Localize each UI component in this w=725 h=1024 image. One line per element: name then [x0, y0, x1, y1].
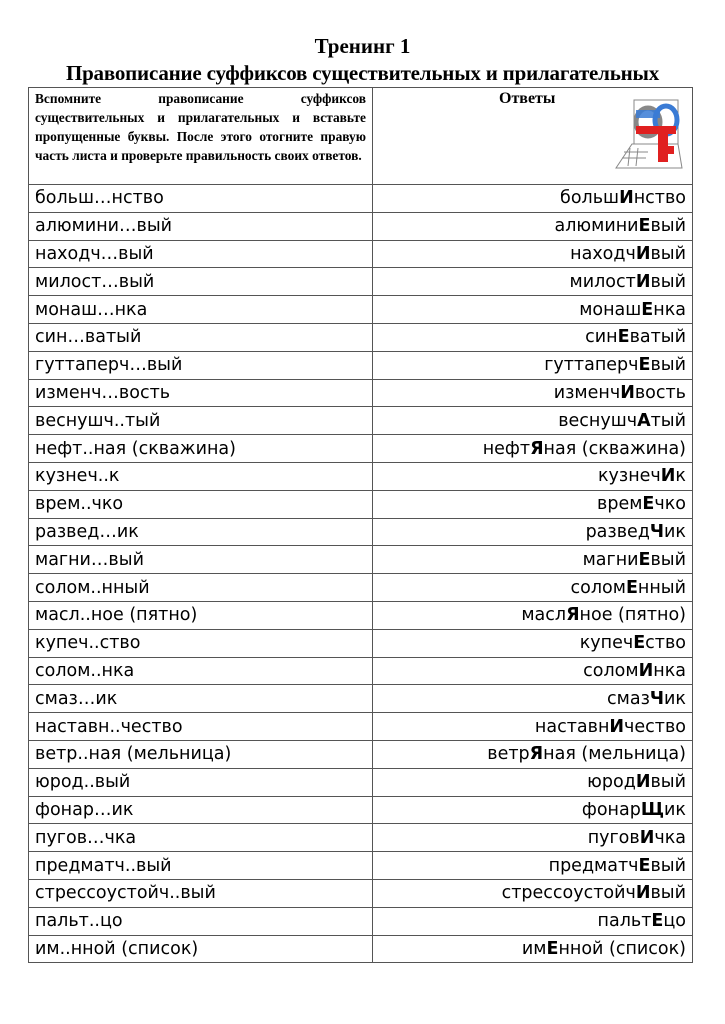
answer-part: син [585, 327, 618, 348]
answer-part: изменч [553, 382, 621, 403]
answer-part: вость [634, 382, 686, 403]
question-cell: им..нной (список) [29, 935, 373, 963]
question-cell: пугов…чка [29, 824, 373, 852]
answer-letter: Я [566, 605, 580, 626]
answer-letter: Е [638, 355, 651, 376]
answer-part: чество [624, 716, 686, 737]
page-title: Тренинг 1 [314, 34, 411, 58]
answer-cell [373, 379, 693, 407]
answer-cell [373, 351, 693, 379]
question-cell: пальт..цо [29, 907, 373, 935]
question-cell: больш…нство [29, 185, 373, 213]
answer-part: ик [664, 688, 686, 709]
answer-part: кузнеч [597, 466, 661, 487]
answer-cell [373, 268, 693, 296]
table-row [29, 351, 693, 379]
question-cell: магни…вый [29, 546, 373, 574]
answer-part: нефт [482, 438, 531, 459]
answer-cell [373, 907, 693, 935]
question-cell: развед…ик [29, 518, 373, 546]
question-cell: веснушч..тый [29, 407, 373, 435]
answer-part: милост [569, 271, 636, 292]
answer-part: ная (мельница) [543, 744, 686, 765]
answer-cell [373, 546, 693, 574]
answer-letter: Ч [649, 688, 665, 709]
answer-cell [373, 240, 693, 268]
exercise-table [28, 87, 693, 963]
answer-cell [373, 629, 693, 657]
answer-part: ватый [629, 327, 686, 348]
answer-part: чка [654, 827, 686, 848]
answer-part: гуттаперч [544, 355, 639, 376]
table-row [29, 518, 693, 546]
answer-letter: И [638, 660, 654, 681]
answer-cell [373, 768, 693, 796]
answer-letter: Ч [649, 521, 665, 542]
answer-letter: Е [617, 327, 630, 348]
answer-letter: И [635, 243, 651, 264]
answer-part: находч [570, 243, 636, 264]
answer-cell [373, 462, 693, 490]
answer-cell [373, 796, 693, 824]
question-cell: син…ватый [29, 323, 373, 351]
answer-letter: И [635, 271, 651, 292]
answer-part: нство [633, 188, 686, 209]
answer-part: больш [560, 188, 620, 209]
answer-letter: Е [651, 911, 664, 932]
answer-cell [373, 518, 693, 546]
table-row [29, 768, 693, 796]
answer-part: нка [653, 660, 686, 681]
table-row [29, 268, 693, 296]
question-cell: находч…вый [29, 240, 373, 268]
answer-part: стрессоустойч [501, 883, 636, 904]
answer-part: алюмини [554, 216, 639, 237]
question-cell: врем..чко [29, 490, 373, 518]
answer-cell [373, 407, 693, 435]
answer-part: ное (пятно) [579, 605, 686, 626]
answer-part: вый [650, 549, 686, 570]
answer-letter: И [635, 772, 651, 793]
answer-part: развед [585, 521, 650, 542]
answer-letter: Е [638, 549, 651, 570]
question-cell: купеч..ство [29, 629, 373, 657]
question-cell: стрессоустойч..вый [29, 879, 373, 907]
answer-letter: Е [546, 938, 559, 959]
question-cell: монаш…нка [29, 296, 373, 324]
answer-part: к [675, 466, 686, 487]
table-row [29, 824, 693, 852]
answer-cell [373, 185, 693, 213]
table-row [29, 185, 693, 213]
answer-part: магни [582, 549, 639, 570]
question-cell: наставн..чество [29, 713, 373, 741]
answer-letter: Щ [640, 799, 665, 820]
table-row [29, 212, 693, 240]
table-row [29, 490, 693, 518]
question-cell: юрод..вый [29, 768, 373, 796]
table-row [29, 713, 693, 741]
answer-letter: И [619, 188, 634, 209]
answers-header-cell [373, 88, 693, 185]
table-row [29, 323, 693, 351]
table-row [29, 546, 693, 574]
answer-letter: Е [642, 494, 655, 515]
table-row [29, 907, 693, 935]
question-cell: нефт..ная (скважина) [29, 435, 373, 463]
answer-letter: Я [530, 438, 544, 459]
answer-cell [373, 601, 693, 629]
instruction-text: Вспомните правописание суффиксов существительных и прилагательных и вставьте пропущенные буквы. После этого отогните правую часть листа и проверьте правильность своих ответов. [29, 88, 373, 185]
question-cell: солом..нный [29, 574, 373, 602]
answer-cell [373, 296, 693, 324]
answer-part: веснушч [558, 410, 638, 431]
answer-part: смаз [607, 688, 650, 709]
answers-header: Ответы [499, 90, 556, 107]
answer-cell [373, 685, 693, 713]
answer-part: врем [597, 494, 643, 515]
answer-cell [373, 574, 693, 602]
page-subtitle: Правописание суффиксов существительных и прилагательных [65, 61, 660, 85]
answer-letter: Е [625, 577, 638, 598]
answer-part: наставн [534, 716, 610, 737]
answer-part: нка [653, 299, 686, 320]
answer-cell [373, 435, 693, 463]
answer-part: пугов [587, 827, 640, 848]
answer-part: вый [650, 271, 686, 292]
answer-part: вый [650, 243, 686, 264]
table-row [29, 379, 693, 407]
answer-cell [373, 713, 693, 741]
answer-letter: И [609, 716, 625, 737]
answer-letter: И [635, 883, 651, 904]
answer-part: вый [650, 216, 686, 237]
answer-part: монаш [579, 299, 642, 320]
question-cell: ветр..ная (мельница) [29, 740, 373, 768]
answer-cell [373, 935, 693, 963]
table-row [29, 629, 693, 657]
table-row [29, 657, 693, 685]
table-row [29, 296, 693, 324]
logo-icon [612, 96, 684, 170]
answer-cell [373, 490, 693, 518]
table-row [29, 879, 693, 907]
answer-part: ик [664, 799, 686, 820]
answer-letter: Е [638, 855, 651, 876]
answer-part: предматч [548, 855, 639, 876]
answer-part: купеч [579, 633, 634, 654]
question-cell: солом..нка [29, 657, 373, 685]
table-row [29, 685, 693, 713]
table-row [29, 740, 693, 768]
answer-letter: И [639, 827, 655, 848]
answer-part: вый [650, 883, 686, 904]
answer-letter: Е [641, 299, 654, 320]
table-row [29, 935, 693, 963]
answer-letter: И [660, 466, 676, 487]
question-cell: предматч..вый [29, 852, 373, 880]
table-row [29, 852, 693, 880]
answer-part: ство [645, 633, 686, 654]
answer-letter: А [637, 410, 651, 431]
answer-part: нной (список) [558, 938, 686, 959]
answer-part: им [521, 938, 547, 959]
header-row [29, 88, 693, 185]
answer-part: вый [650, 772, 686, 793]
question-cell: фонар…ик [29, 796, 373, 824]
question-cell: милост…вый [29, 268, 373, 296]
answer-part: пальт [597, 911, 652, 932]
answer-cell [373, 323, 693, 351]
answer-part: нный [637, 577, 686, 598]
answer-part: юрод [587, 772, 636, 793]
answer-letter: И [620, 382, 635, 403]
table-row [29, 407, 693, 435]
answer-letter: Я [529, 744, 544, 765]
question-cell: гуттаперч…вый [29, 351, 373, 379]
answer-letter: Е [633, 633, 646, 654]
answer-part: цо [663, 911, 686, 932]
question-cell: масл..ное (пятно) [29, 601, 373, 629]
table-row [29, 574, 693, 602]
table-row [29, 796, 693, 824]
answer-part: солом [570, 577, 626, 598]
table-row [29, 435, 693, 463]
answer-part: вый [650, 855, 686, 876]
answer-part: вый [650, 355, 686, 376]
answer-part: фонар [581, 799, 641, 820]
table-row [29, 240, 693, 268]
answer-cell [373, 824, 693, 852]
answer-part: чко [654, 494, 686, 515]
answer-part: солом [583, 660, 639, 681]
question-cell: алюмини…вый [29, 212, 373, 240]
answer-part: ная (скважина) [543, 438, 686, 459]
table-row [29, 462, 693, 490]
question-cell: кузнеч..к [29, 462, 373, 490]
answer-cell [373, 879, 693, 907]
answer-part: тый [650, 410, 686, 431]
answer-letter: Е [638, 216, 651, 237]
answer-cell [373, 212, 693, 240]
answer-cell [373, 852, 693, 880]
answer-cell [373, 657, 693, 685]
answer-part: ик [664, 521, 686, 542]
question-cell: смаз…ик [29, 685, 373, 713]
answer-part: масл [521, 605, 567, 626]
answer-cell [373, 740, 693, 768]
table-row [29, 601, 693, 629]
answer-part: ветр [487, 744, 530, 765]
question-cell: изменч…вость [29, 379, 373, 407]
